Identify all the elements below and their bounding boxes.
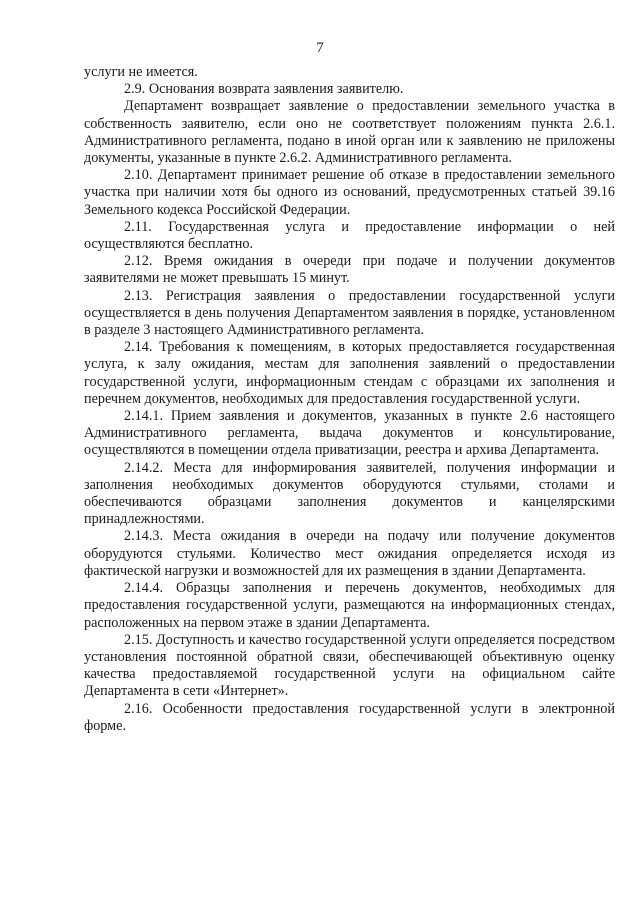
paragraph-2-14-1: 2.14.1. Прием заявления и документов, указанных в пункте 2.6 настоящего Административного регламента, выдача документов и консультирование, осуществляются в помещении отдела приватизации, реестра и архива Департамента. (84, 408, 615, 459)
paragraph-2-16: 2.16. Особенности предоставления государственной услуги в электронной форме. (84, 700, 615, 734)
paragraph-2-12: 2.12. Время ожидания в очереди при подаче и получении документов заявителями не может превышать 15 минут. (84, 253, 615, 287)
paragraph-2-9: 2.9. Основания возврата заявления заявителю. (124, 81, 404, 98)
paragraph-2-9-body: Департамент возвращает заявление о предоставлении земельного участка в собственность заявителю, если оно не соответствует положениям пункта 2.6.1. Административного регламента, подано в иной орган или к заявлению не приложены документы, указанные в пункте 2.6.2. Административного регламента. (84, 98, 615, 167)
paragraph-2-15: 2.15. Доступность и качество государственной услуги определяется посредством установления постоянной обратной связи, обеспечивающей объективную оценку качества предоставляемой государственной услуги на официальном сайте Департамента в сети «Интернет». (84, 631, 615, 700)
paragraph-2-14-3: 2.14.3. Места ожидания в очереди на подачу или получение документов оборудуются стульями. Количество мест ожидания определяется исходя из фактической нагрузки и возможностей для их размещения в здании Департамента. (84, 528, 615, 579)
paragraph-2-13: 2.13. Регистрация заявления о предоставлении государственной услуги осуществляется в день получения Департаментом заявления в порядке, установленном в разделе 3 настоящего Административного регламента. (84, 287, 615, 339)
paragraph-2-14: 2.14. Требования к помещениям, в которых предоставляется государственная услуга, к залу ожидания, местам для заполнения заявлений о предоставлении государственной услуги, информационным стендам с образцами их заполнения и перечнем документов, необходимых для предоставления государственной услуги. (84, 339, 615, 407)
body-text (84, 64, 615, 735)
paragraph-2-14-4: 2.14.4. Образцы заполнения и перечень документов, необходимых для предоставления государственной услуги, размещаются на информационных стендах, расположенных на первом этаже в здании Департамента. (84, 580, 615, 631)
paragraph-continuation: услуги не имеется. (84, 64, 198, 80)
paragraph-2-14-2: 2.14.2. Места для информирования заявителей, получения информации и заполнения необходимых документов оборудуются стульями, столами и обеспечиваются образцами заполнения документов и канцелярскими принадлежностями. (84, 459, 615, 528)
paragraph-2-10: 2.10. Департамент принимает решение об отказе в предоставлении земельного участка при наличии хотя бы одного из оснований, предусмотренных статьей 39.16 Земельного кодекса Российской Федерации. (84, 167, 615, 218)
paragraph-2-11: 2.11. Государственная услуга и предоставление информации о ней осуществляются бесплатно. (84, 218, 615, 253)
page-number: 7 (316, 40, 324, 56)
